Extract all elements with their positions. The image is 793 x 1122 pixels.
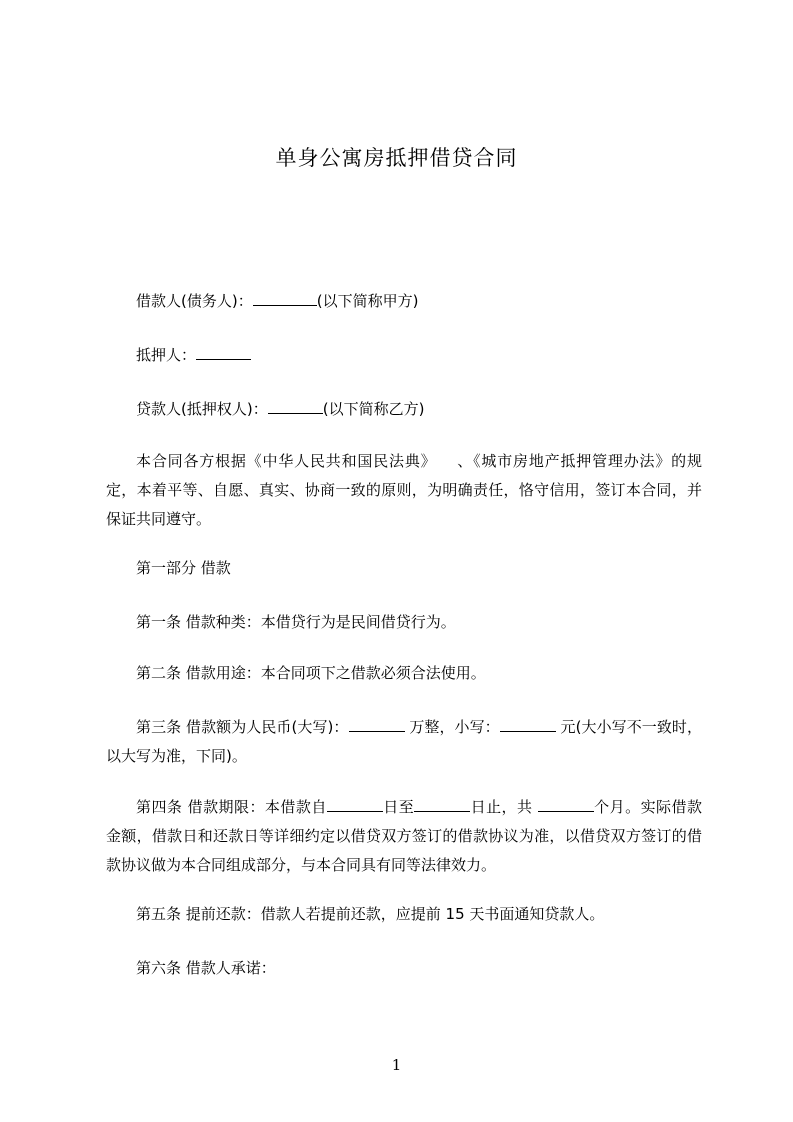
document-title: 单身公寓房抵押借贷合同 [275,146,518,170]
borrower-line [136,291,418,311]
borrower-blank [253,291,317,306]
preamble-part1: 本合同各方根据《中华人民共和国民法典》 [136,452,437,470]
article3-part-c: 元(大小写不一致时，以大写为准，下同)。 [106,718,702,765]
article6: 第六条 借款人承诺： [136,959,276,977]
article2: 第二条 借款用途：本合同项下之借款必须合法使用。 [136,664,486,682]
mortgagor-blank [196,345,251,360]
article4-paragraph [106,793,702,880]
lender-line [136,399,424,419]
preamble-part2: 、《城市房地产抵押管理办法》的规定，本着平等、自愿、真实、协商一致的原则，为明确责任，恪守信用，签订本合同，并保证共同遵守。 [106,452,702,528]
article4-part-c: 日止，共 [470,798,538,816]
lender-blank [268,399,323,414]
article4-start-date-blank [327,797,383,812]
mortgagor-label: 抵押人： [136,346,197,364]
article4-months-blank [538,797,594,812]
article4-part-a: 第四条 借款期限：本借款自 [136,798,327,816]
preamble-paragraph [106,447,702,534]
borrower-suffix: (以下简称甲方) [316,292,419,310]
article5: 第五条 提前还款：借款人若提前还款，应提前 15 天书面通知贷款人。 [136,905,605,923]
section1-heading: 第一部分 借款 [136,559,231,577]
article3-paragraph [106,713,702,771]
article3-amount-figures-blank [500,717,556,732]
article1: 第一条 借款种类：本借贷行为是民间借贷行为。 [136,613,456,631]
article3-amount-words-blank [349,717,405,732]
lender-label: 贷款人(抵押权人)： [136,400,268,418]
page-number: 1 [391,1056,402,1074]
mortgagor-line [136,345,251,365]
lender-suffix: (以下简称乙方) [322,400,425,418]
borrower-label: 借款人(债务人)： [136,292,253,310]
article4-part-b: 日至 [382,798,415,816]
article3-part-b: 万整，小写： [404,718,500,736]
article4-end-date-blank [414,797,470,812]
article3-part-a: 第三条 借款额为人民币(大写)： [136,718,349,736]
article4-part-d: 个月。实际借款金额，借款日和还款日等详细约定以借贷双方签订的借款协议为准，以借贷双方签订的借款协议做为本合同组成部分，与本合同具有同等法律效力。 [106,798,702,874]
